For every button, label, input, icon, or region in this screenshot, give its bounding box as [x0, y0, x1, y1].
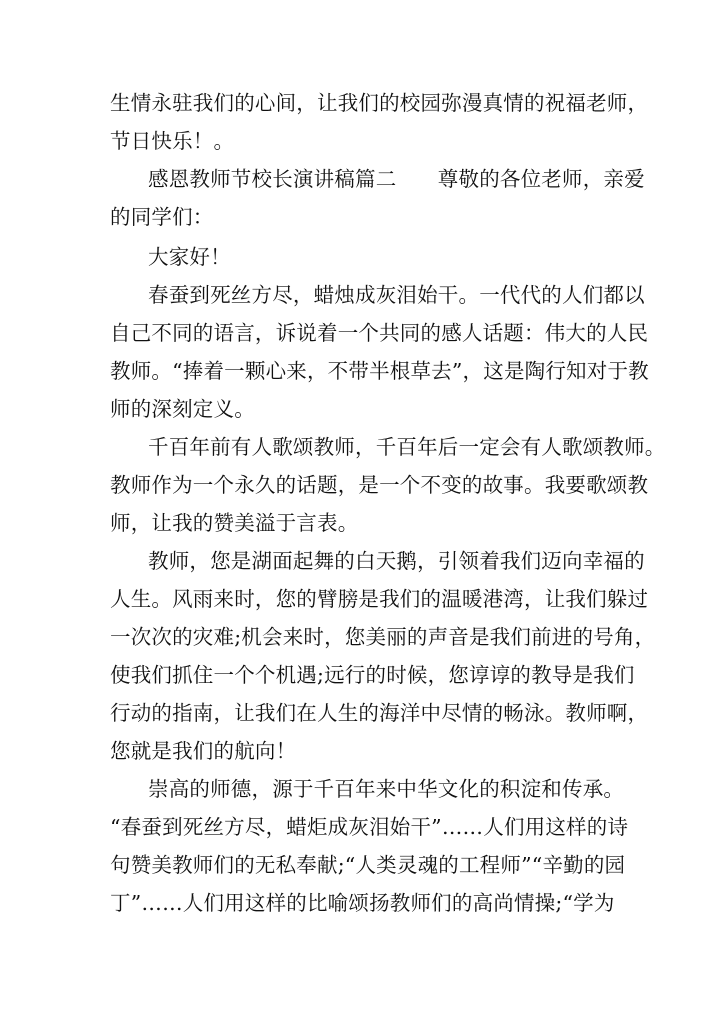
text-line: 师的深刻定义。 — [110, 397, 255, 421]
paragraph-first-line: 崇高的师德，源于千百年来中华文化的积淀和传承。 — [148, 777, 625, 801]
text-line: 教师作为一个永久的话题，是一个不变的故事。我要歌颂教 — [110, 473, 649, 497]
paragraph-first-line: 春蚕到死丝方尽，蜡烛成灰泪始干。一代代的人们都以 — [148, 283, 645, 307]
text-line: 人生。风雨来时，您的臂膀是我们的温暖港湾，让我们躲过 — [110, 587, 649, 611]
text-line: 丁”……人们用这样的比喻颂扬教师们的高尚情操;“学为 — [110, 891, 615, 915]
text-line: 师，让我的赞美溢于言表。 — [110, 511, 359, 535]
text-line: “春蚕到死丝方尽，蜡炬成灰泪始干”……人们用这样的诗 — [110, 815, 629, 839]
text-line: 节日快乐！。 — [110, 129, 235, 153]
text-line: 教师。“捧着一颗心来，不带半根草去”，这是陶行知对于教 — [110, 359, 649, 383]
text-line: 您就是我们的航向！ — [110, 739, 297, 763]
text-line: 生情永驻我们的心间，让我们的校园弥漫真情的祝福老师， — [110, 91, 649, 115]
text-line: 句赞美教师们的无私奉献;“人类灵魂的工程师”“辛勤的园 — [110, 853, 626, 877]
text-line: 自己不同的语言，诉说着一个共同的感人话题：伟大的人民 — [110, 321, 649, 345]
paragraph-first-line: 千百年前有人歌颂教师，千百年后一定会有人歌颂教师。 — [148, 435, 666, 459]
text-line: 行动的指南，让我们在人生的海洋中尽情的畅泳。教师啊， — [110, 701, 649, 725]
section-heading-line: 感恩教师节校长演讲稿篇二 尊敬的各位老师，亲爱 — [148, 167, 645, 191]
greeting-line: 大家好！ — [148, 245, 231, 269]
text-line: 的同学们： — [110, 205, 214, 229]
text-line: 使我们抓住一个个机遇;远行的时候，您谆谆的教导是我们 — [110, 663, 635, 687]
text-line: 一次次的灾难;机会来时，您美丽的声音是我们前进的号角， — [110, 625, 656, 649]
paragraph-first-line: 教师，您是湖面起舞的白天鹅，引领着我们迈向幸福的 — [148, 549, 645, 573]
